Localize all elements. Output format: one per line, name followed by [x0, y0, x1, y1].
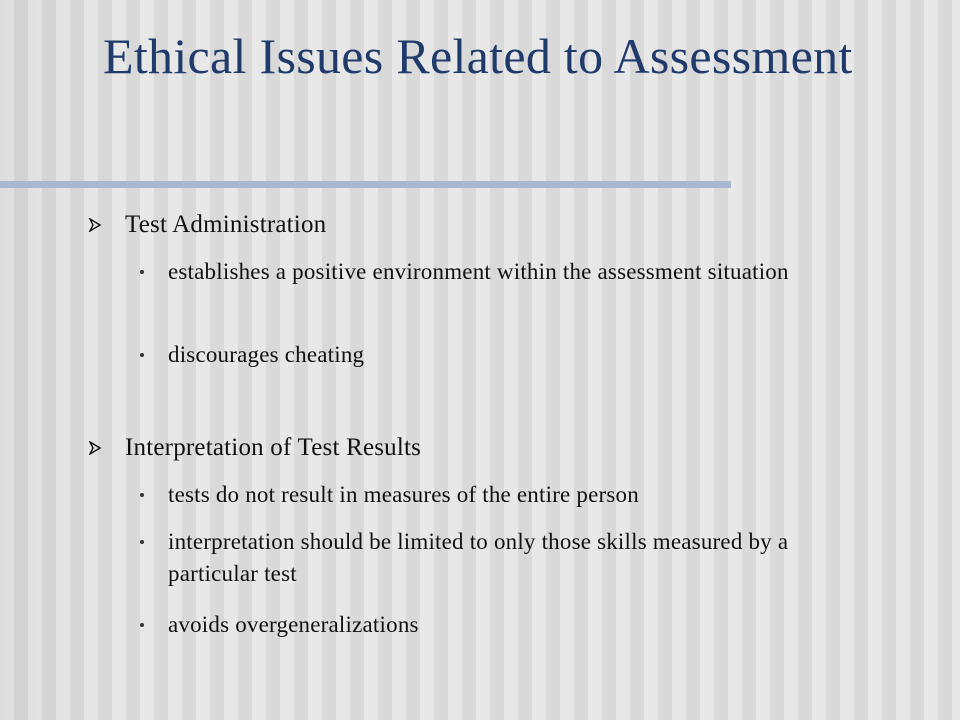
- bullet-dot-icon: [140, 270, 144, 274]
- bullet-text: tests do not result in measures of the entire person: [168, 482, 639, 507]
- section-label: Interpretation of Test Results: [125, 434, 422, 461]
- section-heading: [88, 210, 948, 240]
- slide-title: Ethical Issues Related to Assessment: [103, 28, 853, 84]
- arrow-bullet-icon: [88, 218, 102, 232]
- section-heading: [88, 433, 948, 463]
- section-label: Test Administration: [125, 211, 327, 238]
- bullet-text: avoids overgeneralizations: [168, 612, 419, 637]
- bullet-text: discourages cheating: [168, 342, 365, 367]
- section-interpretation: [88, 433, 948, 463]
- bullet-dot-icon: [140, 540, 144, 544]
- list-item: [140, 526, 880, 590]
- list-item: [140, 339, 880, 371]
- list-item: [140, 609, 880, 641]
- list-item: [140, 479, 880, 511]
- bullet-text: interpretation should be limited to only those skills measured by a particular test: [168, 529, 789, 586]
- bullet-dot-icon: [140, 623, 144, 627]
- bullet-dot-icon: [140, 493, 144, 497]
- section-test-administration: [88, 210, 948, 240]
- bullet-dot-icon: [140, 353, 144, 357]
- list-item: [140, 256, 880, 288]
- arrow-bullet-icon: [88, 441, 102, 455]
- bullet-text: establishes a positive environment within the assessment situation: [168, 259, 789, 284]
